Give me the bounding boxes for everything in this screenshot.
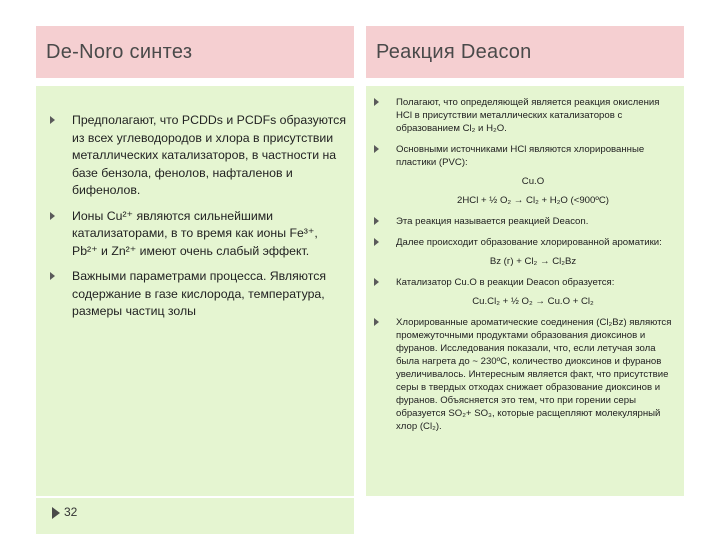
list-item [44,268,346,321]
page-number: 32 [64,505,78,519]
bullet-arrow-icon [50,272,55,280]
list-item [372,215,678,228]
left-column-title: De-Noro синтез [36,26,354,78]
list-item [372,96,678,135]
bullet-text: Предполагают, что PCDDs и PCDFs образуются из всех углеводородов и хлора в присутствии металлических катализаторов, в частности на базе бензола, фенолов, нафталенов и бифенолов. [72,113,346,197]
bullet-arrow-icon [374,145,379,153]
bullet-arrow-icon [374,238,379,246]
bullet-arrow-icon [374,318,379,326]
list-item [372,236,678,249]
bullet-text: Ионы Cu²⁺ являются сильнейшими катализаторами, в то время как ионы Fe³⁺, Pb²⁺ и Zn²⁺ имеют очень слабый эффект. [72,208,318,258]
equation-chlorination: Bz (г) + Cl₂ → Cl₂Bz [489,256,577,267]
list-item [372,143,678,169]
page-arrow-icon [52,507,60,519]
list-item [372,276,678,289]
bullet-arrow-icon [374,278,379,286]
bullet-arrow-icon [50,212,55,220]
bullet-text: Полагают, что определяющей является реакция окисления HCl в присутствии металлических катализаторов с образованием Cl₂ и H₂O. [396,97,660,134]
left-content-panel [36,86,354,496]
bullet-arrow-icon [50,116,55,124]
bullet-arrow-icon [374,217,379,225]
list-item [372,316,678,433]
bullet-text: Катализатор Cu.O в реакции Deacon образуется: [396,277,615,288]
list-item [44,208,346,261]
bullet-text: Далее происходит образование хлорированной ароматики: [396,237,662,248]
equation-deacon: 2HCl + ½ O₂ → Cl₂ + H₂O (<900ºC) [457,195,609,206]
bullet-text: Эта реакция называется реакцией Deacon. [396,216,589,227]
right-content-panel [366,86,684,496]
catalyst-label: Cu.O [521,176,545,187]
right-column-title: Реакция Deacon [366,26,684,78]
equation-catalyst: Cu.Cl₂ + ½ O₂ → Cu.O + Cl₂ [472,296,594,307]
column-divider [354,86,366,496]
list-item [44,112,346,200]
bullet-arrow-icon [374,98,379,106]
bullet-text: Хлорированные ароматические соединения (Cl₂Bz) являются промежуточными продуктами образования диоксинов и фуранов. Исследования показали, что, если летучая зола была нагрета до ~ 230ºC, количество диоксинов и фуранов увеличивалось. Интересным является факт, что присутствие серы в твердых отходах снижает образование диоксинов и фуранов. Объясняется это тем, что при горении серы образуется SO₂+ SO₃, которые расщепляют молекулярный хлор (Cl₂). [396,317,672,432]
bullet-text: Важными параметрами процесса. Являются содержание в газе кислорода, температура, размеры частиц золы [72,269,327,318]
bullet-text: Основными источниками HCl являются хлорированные пластики (PVC): [396,144,645,168]
page-footer [36,498,354,534]
